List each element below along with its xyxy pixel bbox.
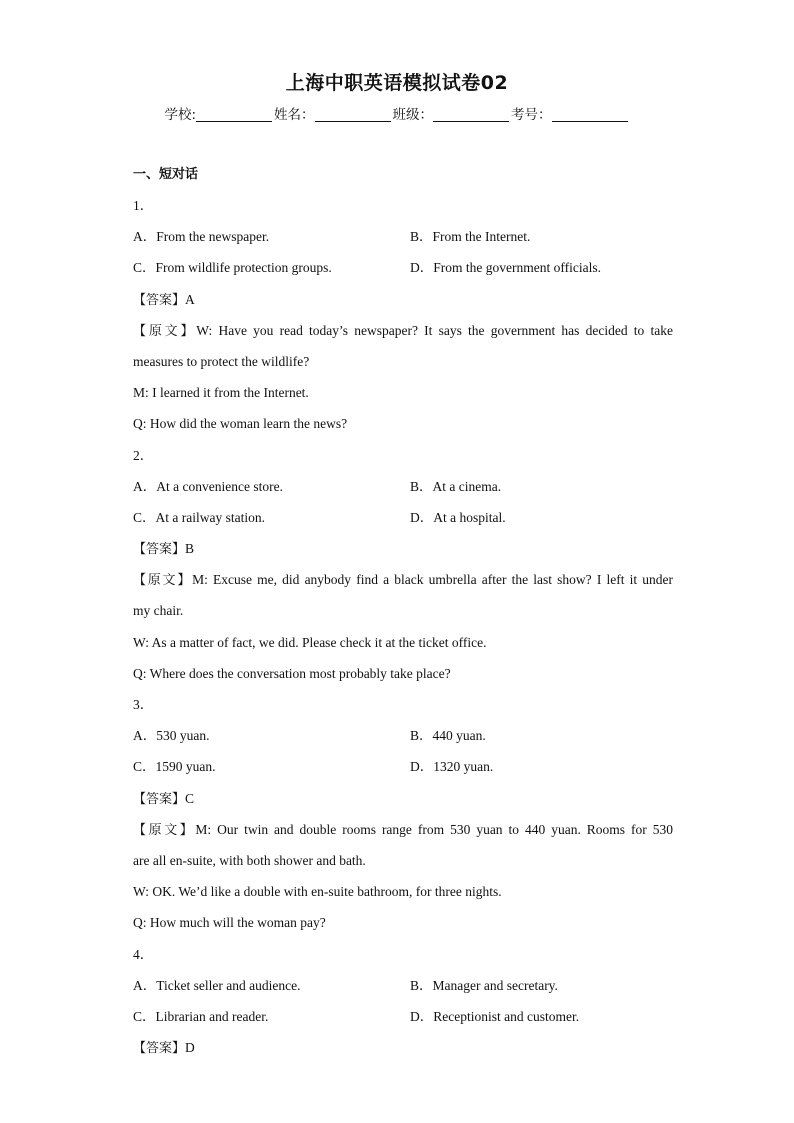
- question-number: 1．: [133, 198, 154, 213]
- transcript-question: Q: How much will the woman pay?: [133, 915, 326, 931]
- transcript-text: M: Our twin and double rooms range from 530 yuan to 440 yuan. Rooms for 530: [195, 821, 673, 837]
- option-a: A．Ticket seller and audience.: [133, 977, 301, 993]
- transcript-line: my chair.: [133, 603, 184, 619]
- option-a: A．From the newspaper.: [133, 229, 270, 245]
- option-b: B．At a cinema.: [410, 478, 502, 494]
- answer-value: D: [185, 1040, 195, 1056]
- original-label: 【原文】: [133, 822, 196, 838]
- student-info-line: [0, 103, 794, 123]
- school-label: 学校:: [164, 107, 197, 123]
- option-c: C．From wildlife protection groups.: [133, 260, 332, 276]
- school-blank[interactable]: [196, 108, 272, 122]
- answer-line: [133, 783, 673, 814]
- option-c: C．At a railway station.: [133, 509, 265, 525]
- transcript-line: are all en-suite, with both shower and bath.: [133, 852, 366, 868]
- option-d: D．Receptionist and customer.: [410, 1008, 580, 1024]
- options-row: [133, 1001, 673, 1032]
- transcript-line: M: I learned it from the Internet.: [133, 385, 309, 401]
- question-content: [133, 160, 673, 1063]
- transcript-line: W: OK. We’d like a double with en-suite bathroom, for three nights.: [133, 884, 502, 900]
- question-number: 3．: [133, 697, 154, 712]
- options-row: [133, 221, 673, 252]
- transcript-text: W: Have you read today’s newspaper? It says the government has decided to take: [196, 322, 673, 338]
- option-a: A．At a convenience store.: [133, 478, 283, 494]
- question-number: 4．: [133, 946, 154, 962]
- options-row: [133, 502, 673, 533]
- answer-line: [133, 1032, 673, 1063]
- option-a: A．530 yuan.: [133, 728, 210, 744]
- option-b: B．440 yuan.: [410, 728, 486, 744]
- page-title: 上海中职英语模拟试卷02: [285, 72, 509, 94]
- section-heading: 一、短对话: [133, 167, 199, 182]
- answer-label: 【答案】: [133, 542, 186, 558]
- option-d: D．1320 yuan.: [410, 759, 494, 775]
- option-c: C．1590 yuan.: [133, 759, 216, 775]
- options-row: [133, 751, 673, 782]
- answer-value: B: [185, 541, 195, 557]
- class-label: 班级：: [392, 107, 434, 123]
- option-c: C．Librarian and reader.: [133, 1008, 269, 1024]
- options-row: [133, 471, 673, 502]
- name-blank[interactable]: [315, 108, 391, 122]
- answer-label: 【答案】: [133, 1041, 186, 1057]
- transcript-line: [133, 315, 673, 346]
- original-label: 【原文】: [133, 323, 197, 339]
- name-label: 姓名：: [274, 107, 315, 123]
- transcript-question: Q: How did the woman learn the news?: [133, 416, 348, 432]
- option-b: B．From the Internet.: [410, 229, 531, 245]
- answer-line: [133, 533, 673, 564]
- transcript-line: measures to protect the wildlife?: [133, 353, 310, 369]
- transcript-text: M: Excuse me, did anybody find a black umbrella after the last show? I left it under: [192, 572, 673, 588]
- option-b: B．Manager and secretary.: [410, 977, 558, 993]
- options-row: [133, 720, 673, 751]
- option-d: D．From the government officials.: [410, 260, 601, 276]
- answer-label: 【答案】: [133, 791, 186, 807]
- transcript-question: Q: Where does the conversation most probably take place?: [133, 665, 451, 681]
- transcript-line: W: As a matter of fact, we did. Please check it at the ticket office.: [133, 634, 487, 650]
- answer-value: A: [185, 291, 195, 307]
- exam-no-blank[interactable]: [552, 108, 628, 122]
- original-label: 【原文】: [133, 573, 193, 589]
- options-row: [133, 970, 673, 1001]
- transcript-line: [133, 564, 673, 595]
- option-d: D．At a hospital.: [410, 509, 506, 525]
- question-number: 2．: [133, 447, 154, 463]
- exam-no-label: 考号：: [511, 107, 552, 123]
- transcript-line: [133, 814, 673, 845]
- answer-line: [133, 284, 673, 315]
- options-row: [133, 252, 673, 283]
- answer-label: 【答案】: [133, 292, 186, 308]
- class-blank[interactable]: [433, 108, 509, 122]
- answer-value: C: [185, 790, 195, 806]
